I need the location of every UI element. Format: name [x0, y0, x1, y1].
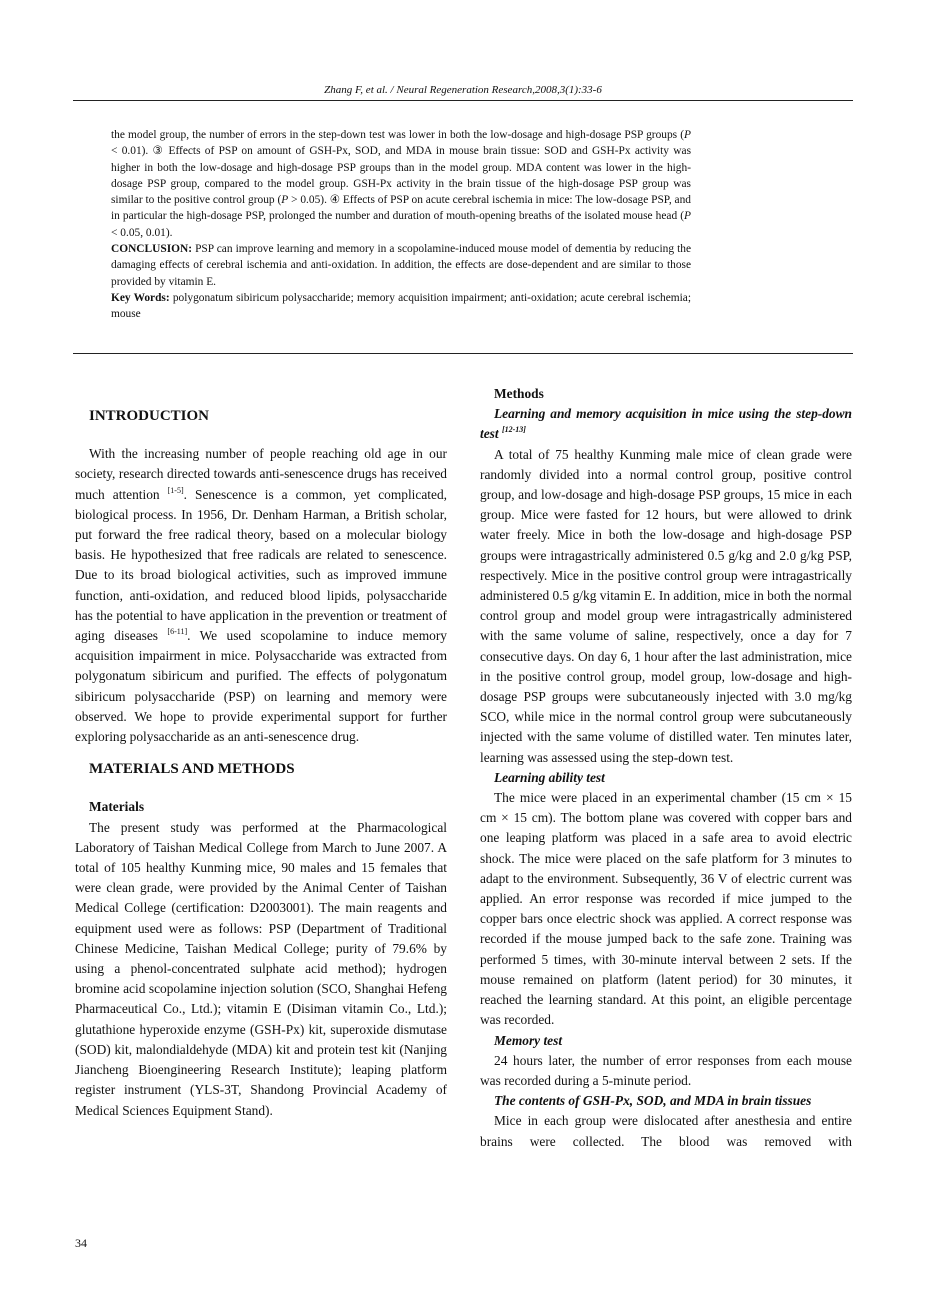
section-heading [480, 404, 852, 444]
section-heading [480, 768, 852, 788]
text-run: Learning and memory acquisition in mice using the step-down test [480, 406, 852, 442]
paragraph [75, 818, 447, 1121]
text-run: . We used scopolamine to induce memory acquisition impairment in mice. Polysaccharide was extracted from polygonatum sibiricum and purified. The effects of polygonatum sibiricum polysaccharide (PSP) on learning and memory were observed. We hope to provide experimental support for further exploring polysaccharide as an anti-senescence drug. [75, 628, 447, 745]
text-run: the model group, the number of errors in the step-down test was lower in both the low-dosage and high-dosage PSP groups ( [111, 129, 685, 141]
text-run: < 0.01). ③ Effects of PSP on amount of GSH-Px, SOD, and MDA in mouse brain tissue: SOD and GSH-Px activity was higher in both the low-dosage and high-dosage PSP groups than in the model group. MDA content was lower in the high-dosage PSP group, compared to the model group. GSH-Px activity in the brain tissue of the high-dosage PSP group was similar to the positive control group ( [111, 145, 691, 207]
text-run: PSP can improve learning and memory in a scopolamine-induced mouse model of dementia by reducing the damaging effects of cerebral ischemia and anti-oxidation. In addition, the effects are dose-dependent and are similar to those provided by vitamin E. [111, 243, 691, 288]
text-run: P [684, 129, 691, 141]
section-heading [75, 797, 447, 817]
section-heading [75, 759, 447, 779]
text-run: The mice were placed in an experimental chamber (15 cm × 15 cm × 15 cm). The bottom plane was covered with copper bars and one leaping platform was placed in a safe area to avoid electric shock. The mice were placed on the safe platform for 3 minutes to adapt to the environment. Subsequently, 36 V of electric current was applied. An error response was recorded if mice jumped to the copper bars once electric shock was applied. A correct response was recorded if the mouse jumped back to the safe zone. Training was performed 5 times, with 30-minute interval between 2 sets. If the mouse remained on platform (latent period) for 30 minutes, it reached the learning standard. At this point, an eligible percentage was recorded. [480, 790, 852, 1028]
abstract-results [111, 127, 691, 241]
text-run: A total of 75 healthy Kunming male mice of clean grade were randomly divided into a normal control group, positive control group, and low-dosage and high-dosage PSP groups, 15 mice in each group. Mice were fasted for 12 hours, but were allowed to drink water freely. Mice in both the low-dosage and high-dosage PSP groups were intragastrically administered 0.5 g/kg and 2.0 g/kg PSP, respectively. Mice in the positive control group were intragastrically administered 0.5 g/kg vitamin E. In addition, mice in both the normal control group and model group were intragastrically administered with the same volume of saline, respectively, once a day for 7 consecutive days. On day 6, 1 hour after the last administration, mice in the positive control group, model group, low-dosage and high-dosage PSP groups were subcutaneously injected with 3.0 mg/kg SCO, while mice in the normal control group were subcutaneously injected with the same volume of distilled water. Ten minutes later, learning was assessed using the step-down test. [480, 446, 852, 765]
text-run: The present study was performed at the Pharmacological Laboratory of Taishan Medical College from March to June 2007. A total of 105 healthy Kunming mice, 90 males and 15 females that were clean grade, were provided by the Animal Center of Taishan Medical College (certification: D2003001). The main reagents and equipment used were as follows: PSP (Department of Traditional Chinese Medicine, Taishan Medical College; purity of 79.6% by using a phenol-concentrated sulphate acid method); hydrogen bromine acid scopolamine injection solution (SCO, Shanghai Hefeng Pharmaceutical Co., Ltd.); vitamin E (Disiman vitamin Co., Ltd.); glutathione hyperoxide enzyme (GSH-Px) kit, superoxide dismutase (SOD) kit, malondialdehyde (MDA) kit and protein test kit (Nanjing Jiancheng Bioengineering Research Institute); leaping platform register instrument (YLS-3T, Shandong Provincial Academy of Medical Sciences Equipment Stand). [75, 819, 447, 1118]
text-run: P [281, 194, 289, 207]
running-head: Zhang F, et al. / Neural Regeneration Research,2008,3(1):33-6 [324, 84, 602, 96]
abstract-keywords [111, 290, 691, 323]
text-run: polygonatum sibiricum polysaccharide; memory acquisition impairment; anti-oxidation; acute cerebral ischemia; mouse [111, 291, 691, 321]
text-run: Methods [494, 386, 544, 401]
text-run: Learning ability test [494, 769, 605, 785]
text-run: P [684, 210, 691, 223]
paragraph [480, 788, 852, 1030]
paragraph [75, 444, 447, 747]
text-run: Mice in each group were dislocated after anesthesia and entire brains were collected. The blood was removed with [480, 1113, 852, 1149]
abstract-rule [73, 353, 853, 354]
section-heading [480, 384, 852, 404]
paragraph [480, 1111, 852, 1151]
citation: [6-11] [167, 627, 188, 637]
text-run: Materials [89, 799, 145, 815]
abstract-conclusion [111, 241, 691, 290]
paragraph [480, 445, 852, 768]
right-column [480, 384, 852, 1152]
text-run: INTRODUCTION [89, 408, 210, 424]
text-run: 24 hours later, the number of error responses from each mouse was recorded during a 5-minute period. [480, 1052, 852, 1088]
section-heading [480, 1091, 852, 1111]
left-column [75, 384, 447, 1121]
text-run: < 0.05, 0.01). [111, 226, 173, 239]
abstract [111, 127, 691, 323]
section-heading [75, 406, 447, 426]
text-run: CONCLUSION: [111, 243, 193, 256]
text-run: Memory test [494, 1032, 563, 1048]
text-run: > 0.05). ④ Effects of PSP on acute cerebral ischemia in mice: The low-dosage PSP, and in particular the high-dosage PSP, prolonged the number and duration of mouth-opening breaths of the isolated mouse head ( [111, 194, 692, 223]
citation: [12-13] [501, 425, 526, 435]
header-rule [73, 100, 853, 101]
citation: [1-5] [167, 485, 184, 495]
text-run: MATERIALS AND METHODS [89, 761, 295, 778]
text-run: Key Words: [111, 291, 170, 304]
section-heading [480, 1031, 852, 1051]
text-run: With the increasing number of people reaching old age in our society, research directed towards anti-senescence drugs has received much attention [75, 446, 447, 502]
text-run: . Senescence is a common, yet complicated, biological process. In 1956, Dr. Denham Harman, a British scholar, put forward the free radical theory, based on a molecular biology basis. He hypothesized that free radicals are related to senescence. Due to its broad biological activities, such as improved immune function, anti-oxidation, and reduced blood lipids, polysaccharide has the potential to have application in the prevention or treatment of aging diseases [75, 486, 447, 644]
page-number: 34 [75, 1236, 87, 1250]
paragraph [480, 1051, 852, 1091]
text-run: The contents of GSH-Px, SOD, and MDA in brain tissues [494, 1093, 812, 1109]
